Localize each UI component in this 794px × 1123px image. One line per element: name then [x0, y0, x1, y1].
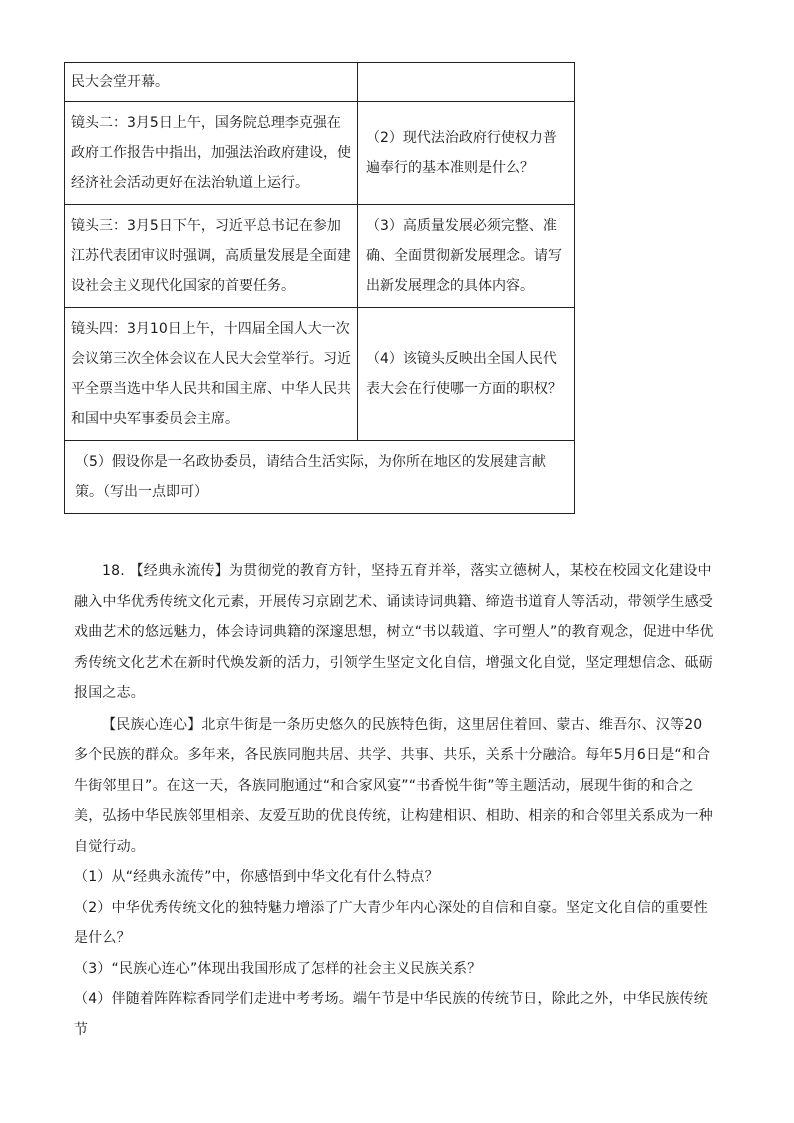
table-row: [65, 102, 575, 205]
table-row: [65, 205, 575, 308]
paragraph-text: 北京牛街是一条历史悠久的民族特色街，这里居住着回、蒙古、维吾尔、汉等20多个民族的群众。多年来，各民族同胞共居、共学、共事、共乐，关系十分融洽。每年5月6日是“和合牛街邻里日”。在这一天，各族同胞通过“和合家风宴”“书香悦牛街”等主题活动，展现牛街的和合之美，弘扬中华民族邻里相亲、友爱互助的优良传统，让构建相识、相助、相亲的和合邻里关系成为一种自觉行动。: [74, 716, 713, 855]
sub-question-4: （4）伴随着阵阵粽香同学们走进中考考场。端午节是中华民族的传统节日，除此之外，中华民族传统节: [74, 991, 708, 1038]
section-tag-ethnic: 【民族心连心】: [102, 716, 202, 733]
table-cell-scene-1-tail: 民大会堂开幕。: [65, 63, 358, 102]
table-row: [65, 441, 575, 514]
sub-question-1: （1）从“经典永流传”中，你感悟到中华文化有什么特点？: [74, 869, 439, 885]
table-cell-question-2: （2）现代法治政府行使权力普遍奉行的基本准则是什么？: [358, 102, 575, 205]
paragraph-classic: [74, 556, 714, 709]
table-cell-empty: [358, 63, 575, 102]
sub-question-3: （3）“民族心连心”体现出我国形成了怎样的社会主义民族关系？: [74, 960, 482, 977]
paragraph-text: 为贯彻党的教育方针，坚持五育并举，落实立德树人，某校在校园文化建设中融入中华优秀传统文化元素，开展传习京剧艺术、诵读诗词典籍、缔造书道育人等活动，带领学生感受戏曲艺术的悠远魅力，体会诗词典籍的深邃思想，树立“书以载道、字可塑人”的教育观念，促进中华优秀传统文化艺术在新时代焕发新的活力，引领学生坚定文化自信，增强文化自觉，坚定理想信念、砥砺报国之志。: [74, 563, 714, 701]
table-cell-scene-2: 镜头二：3月5日上午，国务院总理李克强在政府工作报告中指出，加强法治政府建设，使经济社会活动更好在法治轨道上运行。: [65, 102, 358, 205]
sub-question-2: （2）中华优秀传统文化的独特魅力增添了广大青少年内心深处的自信和自豪。坚定文化自信的重要性是什么？: [74, 899, 708, 946]
section-tag-classic: 【经典永流传】: [129, 563, 229, 579]
question-number: 18.: [102, 563, 130, 579]
table-row: [65, 308, 575, 441]
table-cell-scene-4: 镜头四：3月10日上午，十四届全国人大一次会议第三次全体会议在人民大会堂举行。习近平全票当选中华人民共和国主席、中华人民共和国中央军事委员会主席。: [65, 308, 358, 441]
table-cell-question-4: （4）该镜头反映出全国人民代表大会在行使哪一方面的职权？: [358, 308, 575, 441]
table-cell-question-3: （3）高质量发展必须完整、准确、全面贯彻新发展理念。请写出新发展理念的具体内容。: [358, 205, 575, 308]
paragraph-ethnic: [74, 710, 714, 863]
table-row: [65, 63, 575, 102]
question-table: [64, 62, 575, 514]
question-18: [74, 556, 714, 1045]
table-cell-question-5: （5）假设你是一名政协委员，请结合生活实际，为你所在地区的发展建言献策。（写出一点即可）: [65, 441, 575, 514]
table-cell-scene-3: 镜头三：3月5日下午，习近平总书记在参加江苏代表团审议时强调，高质量发展是全面建设社会主义现代化国家的首要任务。: [65, 205, 358, 308]
